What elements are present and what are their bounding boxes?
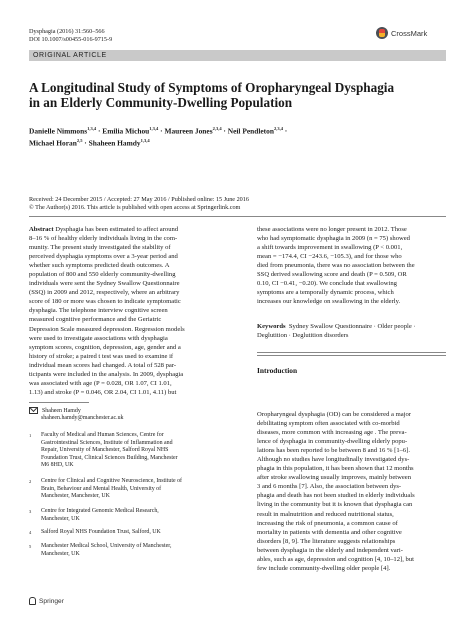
author-name[interactable]: Emilia Michou — [102, 126, 150, 136]
affiliation-line: Repair, University of Manchester, Salford Royal NHS — [41, 447, 169, 454]
article-type-banner: ORIGINAL ARTICLE — [29, 50, 446, 61]
affiliation-line: Centre for Clinical and Cognitive Neuroscience, Institute of — [41, 478, 183, 484]
abstract-line: munity. The present study investigated the stability of — [29, 244, 171, 252]
author-affil: 1,3,4 — [140, 138, 150, 144]
affiliation — [29, 529, 228, 537]
intro-line: debilitating symptom often associated with co-morbid — [257, 420, 400, 428]
publication-history — [29, 196, 449, 212]
intro-line: ables, such as age, depression and cognition [4, 10–12], but — [257, 555, 414, 563]
divider — [29, 216, 446, 217]
author-name[interactable]: Shaheen Hamdy — [88, 138, 141, 148]
affiliation-line: Manchester, Manchester, UK — [41, 493, 110, 500]
intro-line: few include community-dwelling older people [4]. — [257, 564, 391, 572]
abstract-label: Abstract — [29, 226, 54, 233]
affiliation-line: Manchester Medical School, University of Manchester, — [41, 543, 172, 549]
section-heading: Introduction — [257, 366, 298, 375]
keywords — [257, 322, 446, 340]
doi[interactable]: DOI 10.1007/s00455-016-9715-9 — [29, 36, 113, 44]
abstract-line: Depression Scale measured depression. Regression models — [29, 325, 185, 333]
intro-line: 3 and 6 months [7]. Also, the association between dys- — [257, 483, 402, 491]
publisher-logo — [29, 597, 64, 605]
abstract-line: individual mean scores had changed. A total of 528 par- — [29, 361, 177, 369]
divider — [257, 355, 446, 356]
corresponding-author: Shaheen Hamdy — [42, 407, 81, 414]
abstract-line: SSQ derived swallowing score and death (P = 0.509, OR — [257, 271, 407, 279]
springer-horse-icon — [29, 597, 36, 605]
affiliation — [29, 478, 228, 501]
affiliation-line: Salford Royal NHS Foundation Trust, Salford, UK — [41, 529, 161, 535]
affiliation — [29, 543, 228, 558]
affiliation-line: Gastrointestinal Sciences, Institute of Inflammation and — [41, 439, 173, 446]
author-name[interactable]: Michael Horan — [29, 138, 77, 148]
publisher-name: Springer — [39, 597, 64, 605]
abstract-line: symptom scores, cognition, depression, age, gender and a — [29, 343, 181, 351]
abstract-line: (SSQ) in 2009 and 2012, respectively, where an arbitrary — [29, 289, 180, 297]
introduction-body — [257, 410, 446, 573]
affiliation-line: Faculty of Medical and Human Sciences, Centre for — [41, 432, 164, 438]
journal-citation — [29, 28, 112, 44]
keywords-label: Keywords — [257, 323, 286, 330]
author-affil: 2,3,4 — [273, 126, 283, 131]
journal-issue: Dysphagia (2016) 31:560–566 — [29, 28, 105, 35]
affiliation-number: 1 — [29, 433, 32, 438]
affiliation-line: Centre for Integrated Genomic Medical Research, — [41, 508, 159, 514]
abstract-continued — [257, 225, 446, 306]
author-affil: 1,3,4 — [87, 126, 97, 131]
affiliation-line: Brain, Behaviour and Mental Health, University of — [41, 485, 162, 492]
crossmark-label: CrossMark — [391, 28, 428, 38]
intro-line: disorders [8, 9]. The literature suggests relationships — [257, 537, 396, 545]
intro-line: increasing the risk of pneumonia, a common cause of — [257, 519, 398, 527]
author-affil: 2,3,4 — [212, 126, 222, 131]
abstract-line: history of stroke; a paired t test was used to examine if — [29, 352, 174, 360]
affiliation-line: Foundation Trust, Clinical Sciences Building, Manchester — [41, 454, 178, 461]
keywords-line: Sydney Swallow Questionnaire · Older people · — [288, 323, 416, 330]
intro-line: after stroke swallowing usually improves, mainly between — [257, 474, 412, 482]
abstract-line: 0.10, CI −0.41, −0.20). We conclude that swallowing — [257, 280, 397, 288]
author-name[interactable]: Neil Pendleton — [227, 126, 274, 136]
author-affil: 1,3,4 — [149, 126, 159, 131]
title-line-1: A Longitudinal Study of Symptoms of Oropharyngeal Dysphagia — [29, 80, 395, 95]
affiliation-number: 2 — [29, 479, 32, 484]
abstract-line: ticipants were included in the analysis. In 2009, dysphagia — [29, 370, 184, 378]
intro-line: Oropharyngeal dysphagia (OD) can be considered a major — [257, 411, 411, 418]
abstract-line: dysphagia. The telephone interview cognitive screen — [29, 307, 168, 315]
abstract-line: was associated with age (P = 0.028, OR 1.07, CI 1.01, — [29, 379, 172, 387]
intro-line: Although no studies have longitudinally investigated dys- — [257, 456, 410, 464]
crossmark-badge[interactable] — [376, 26, 446, 40]
intro-line: phagia in this population, it has been shown that 12 months — [257, 465, 414, 473]
abstract-line: population of 800 and 550 elderly community-dwelling — [29, 271, 176, 279]
intro-line: lence of dysphagia in community-dwelling elderly popu- — [257, 438, 408, 446]
abstract-line: symptoms are a temporally dynamic process, which — [257, 289, 394, 297]
abstract-line: Dysphagia has been estimated to affect around — [55, 226, 179, 233]
article-title — [29, 80, 449, 110]
abstract-line: perceived dysphagia symptoms over a 3-year period and — [29, 253, 178, 261]
abstract-line: measured cognitive performance and the Geriatric — [29, 316, 162, 324]
abstract-line: whether such symptoms predicted death outcomes. A — [29, 262, 170, 270]
intro-line: between dysphagia in the elderly and independent vari- — [257, 546, 403, 554]
crossmark-icon — [376, 27, 388, 39]
keywords-line: Deglutition · Deglutition disorders — [257, 332, 349, 340]
abstract — [29, 225, 228, 397]
dates-line: Received: 24 December 2015 / Accepted: 27 May 2016 / Published online: 15 June 2016 — [29, 196, 249, 203]
copyright-line: © The Author(s) 2016. This article is published with open access at Springerlink.com — [29, 204, 241, 212]
intro-line: mortality in patients with dementia and other cognitive — [257, 528, 402, 536]
divider — [257, 352, 446, 353]
author-affil: 2,5 — [76, 138, 83, 144]
intro-line: lations has been reported to be between 8 and 16 % [1–6]. — [257, 447, 411, 455]
author-name[interactable]: Maureen Jones — [164, 126, 213, 136]
author-name[interactable]: Danielle Nimmons — [29, 126, 88, 136]
intro-line: diseases, more common with increasing age . The preva- — [257, 429, 407, 437]
intro-line: living in the community but it is known that dysphagia can — [257, 501, 413, 509]
affiliation-number: 5 — [29, 544, 32, 549]
abstract-line: died from pneumonia, there was no association between the — [257, 262, 415, 270]
affiliation-number: 3 — [29, 509, 32, 514]
email-link[interactable]: shaheen.hamdy@manchester.ac.uk — [41, 415, 124, 422]
abstract-line: increases our knowledge on swallowing in the elderly. — [257, 298, 401, 306]
intro-line: result in malnutrition and reduced nutritional status, — [257, 510, 394, 518]
affiliation-number: 4 — [29, 530, 32, 535]
affiliation — [29, 432, 228, 470]
abstract-line: who had symptomatic dysphagia in 2009 (n = 75) showed — [257, 235, 410, 243]
abstract-line: mean = −174.4, CI −243.6, −105.3), and for those who — [257, 253, 402, 261]
abstract-line: 1.13) and stroke (P = 0.046, OR 2.04, CI 1.01, 4.11) but — [29, 388, 177, 396]
footnote-divider — [29, 402, 89, 403]
affiliation-line: Manchester, UK — [41, 550, 80, 557]
abstract-line: score of 180 or more was chosen to indicate symptomatic — [29, 298, 181, 306]
author-list: Danielle Nimmons$^{1,3,4}$ · Emilia Michou$^{1,3,4}$ · Maureen Jones$^{2,3,4}$ · Neil Pendleton$^{2,3,4}$ · Michael Horan$^{2,5}$ · Shaheen Hamdy$^{1,3,4}$ — [29, 126, 288, 148]
abstract-line: these associations were no longer present in 2012. Those — [257, 226, 407, 233]
abstract-line: individuals were sent the Sydney Swallow Questionnaire — [29, 280, 180, 288]
title-line-2: in an Elderly Community-Dwelling Population — [29, 95, 293, 110]
affiliation-line: Manchester, UK — [41, 515, 80, 522]
abstract-line: 8–16 % of healthy elderly individuals living in the com- — [29, 235, 178, 243]
correspondence — [29, 407, 228, 423]
intro-line: phagia and death has not been studied in elderly individuals — [257, 492, 415, 500]
affiliation — [29, 508, 228, 523]
abstract-line: a shift towards improvement in swallowing (P < 0.001, — [257, 244, 403, 252]
abstract-line: were used to investigate associations with dysphagia — [29, 334, 168, 342]
affiliation-line: M6 8HD, UK — [41, 462, 74, 469]
envelope-icon — [29, 407, 38, 414]
